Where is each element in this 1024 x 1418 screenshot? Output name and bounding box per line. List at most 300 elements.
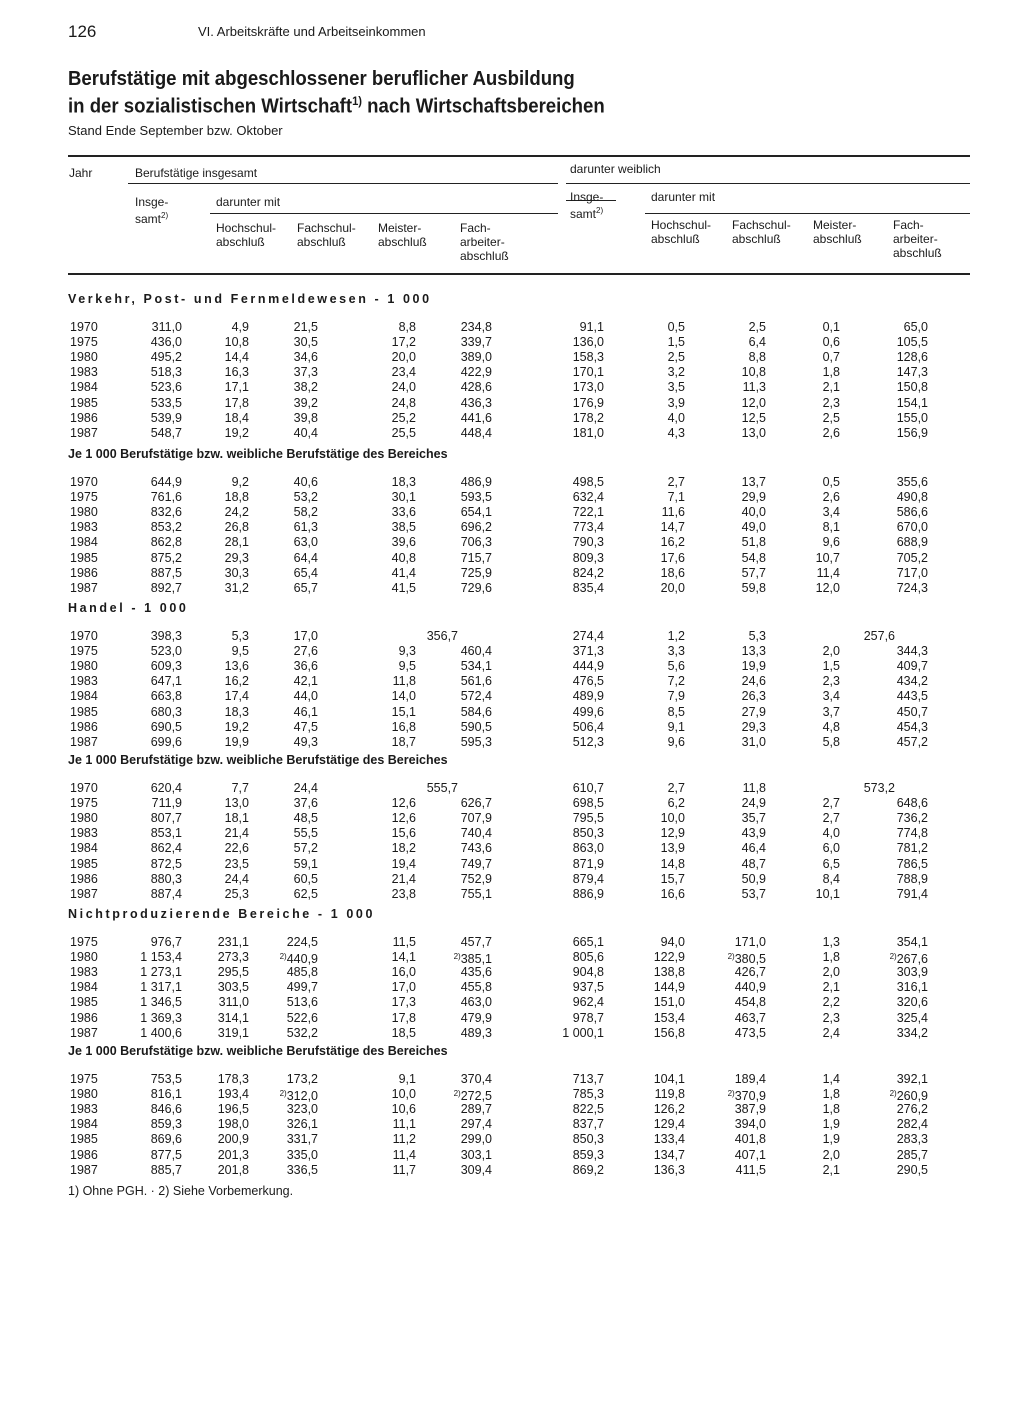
table-row [0, 520, 1024, 534]
header-fach-total: Fach- arbeiter- abschluß [460, 221, 509, 263]
cell-female-hochschul: 156,8 [653, 1025, 685, 1040]
cell-female-insgesamt: 665,1 [572, 935, 604, 949]
cell-total-meister: 38,5 [391, 520, 416, 535]
header-fachschul-female: Fachschul- abschluß [732, 218, 791, 246]
cell-female-hochschul: 7,2 [667, 674, 685, 689]
cell-total-hochschul: 18,8 [224, 490, 249, 505]
cell-total-facharbeiter: 389,0 [460, 350, 492, 365]
cell-female-hochschul: 7,9 [667, 689, 685, 704]
cell-female-meister: 1,8 [822, 1087, 840, 1102]
cell-total-facharbeiter: 457,7 [460, 935, 492, 949]
cell-female-meister: 9,6 [822, 535, 840, 550]
cell-total-fachschul: 53,2 [293, 490, 318, 505]
cell-total-hochschul: 196,5 [217, 1102, 249, 1117]
table-row [0, 826, 1024, 840]
cell-female-meister: 2,3 [822, 1010, 840, 1025]
cell-total-facharbeiter: 725,9 [460, 565, 492, 580]
cell-female-meister: 2,0 [822, 644, 840, 659]
cell-female-meister: 1,4 [822, 1072, 840, 1086]
table-row [0, 581, 1024, 595]
cell-female-hochschul: 129,4 [653, 1117, 685, 1132]
cell-total-insgesamt: 311,0 [151, 320, 182, 334]
cell-female-hochschul: 144,9 [653, 980, 685, 995]
header-fach-female: Fach- arbeiter- abschluß [893, 218, 942, 260]
table-row [0, 1163, 1024, 1177]
cell-total-fachschul: 37,6 [293, 796, 318, 811]
cell-year: 1980 [70, 1087, 98, 1102]
cell-year: 1975 [70, 644, 98, 659]
table-row [0, 841, 1024, 855]
cell-total-insgesamt: 523,0 [150, 644, 182, 659]
table-row [0, 674, 1024, 688]
cell-female-facharbeiter: 257,6 [863, 629, 895, 643]
cell-total-meister: 11,4 [392, 1147, 416, 1162]
table-row [0, 857, 1024, 871]
cell-total-insgesamt: 644,9 [150, 475, 182, 489]
header-hochschul-total: Hochschul- abschluß [216, 221, 277, 249]
cell-female-hochschul: 20,0 [660, 580, 685, 595]
cell-total-fachschul: 57,2 [293, 841, 318, 856]
cell-female-hochschul: 3,5 [667, 380, 685, 395]
cell-total-fachschul: 27,6 [293, 644, 318, 659]
cell-total-fachschul: 323,0 [286, 1102, 318, 1117]
cell-female-facharbeiter: 354,1 [896, 935, 928, 949]
cell-total-meister: 11,2 [392, 1132, 416, 1147]
cell-female-fachschul: 50,9 [741, 871, 766, 886]
cell-female-fachschul: 51,8 [741, 535, 766, 550]
cell-total-hochschul: 23,5 [224, 856, 249, 871]
cell-female-hochschul: 2,5 [667, 350, 685, 365]
cell-female-facharbeiter: 150,8 [896, 380, 928, 395]
cell-total-meister: 39,6 [391, 535, 416, 550]
subgroup-rule-female [645, 213, 970, 214]
table-row [0, 365, 1024, 379]
cell-total-facharbeiter: 729,6 [460, 580, 492, 595]
cell-female-facharbeiter: 276,2 [896, 1102, 928, 1117]
cell-total-facharbeiter: 479,9 [460, 1010, 492, 1025]
cell-total-hochschul: 16,2 [224, 674, 249, 689]
cell-female-meister: 0,7 [822, 350, 840, 365]
cell-total-facharbeiter: 356,7 [426, 629, 458, 643]
table-row [0, 320, 1024, 334]
cell-female-meister: 2,6 [822, 490, 840, 505]
cell-total-facharbeiter: 706,3 [460, 535, 492, 550]
cell-female-insgesamt: 713,7 [572, 1072, 604, 1086]
cell-total-facharbeiter: 752,9 [460, 871, 492, 886]
table-row [0, 629, 1024, 643]
subgroup-rule-total [210, 213, 558, 214]
cell-female-facharbeiter: 156,9 [896, 425, 928, 440]
cell-female-meister: 3,7 [822, 704, 840, 719]
cell-female-insgesamt: 499,6 [572, 704, 604, 719]
cell-total-meister: 25,2 [391, 410, 416, 425]
table-row [0, 644, 1024, 658]
table-row [0, 1117, 1024, 1131]
cell-year: 1980 [70, 811, 98, 826]
cell-total-hochschul: 13,6 [224, 659, 249, 674]
table-row [0, 1087, 1024, 1104]
cell-total-meister: 10,6 [391, 1102, 416, 1117]
cell-female-facharbeiter: 788,9 [896, 871, 928, 886]
cell-female-hochschul: 3,2 [667, 365, 685, 380]
cell-female-hochschul: 151,0 [653, 995, 685, 1010]
cell-female-hochschul: 5,6 [667, 659, 685, 674]
cell-female-meister: 4,8 [822, 719, 840, 734]
cell-total-insgesamt: 872,5 [150, 856, 182, 871]
cell-female-meister: 2,0 [822, 1147, 840, 1162]
cell-female-facharbeiter: 490,8 [896, 490, 928, 505]
cell-female-fachschul: 401,8 [734, 1132, 766, 1147]
cell-total-hochschul: 24,2 [224, 505, 249, 520]
cell-female-fachschul: 11,8 [742, 781, 766, 795]
cell-total-fachschul: 65,7 [293, 580, 318, 595]
cell-female-insgesamt: 698,5 [572, 796, 604, 811]
cell-total-hochschul: 26,8 [224, 520, 249, 535]
cell-total-facharbeiter: 593,5 [460, 490, 492, 505]
table-row [0, 950, 1024, 967]
cell-female-hochschul: 153,4 [653, 1010, 685, 1025]
cell-female-facharbeiter: 155,0 [896, 410, 928, 425]
cell-female-insgesamt: 859,3 [572, 1147, 604, 1162]
cell-total-fachschul: 46,1 [293, 704, 318, 719]
cell-total-meister: 23,8 [391, 886, 416, 901]
cell-female-fachschul: 171,0 [734, 935, 766, 949]
cell-female-meister: 0,5 [822, 475, 840, 489]
cell-female-fachschul: 13,3 [741, 644, 766, 659]
cell-total-insgesamt: 976,7 [150, 935, 182, 949]
cell-total-insgesamt: 680,3 [150, 704, 182, 719]
cell-female-meister: 5,8 [822, 734, 840, 749]
header-bottom-rule [68, 273, 970, 275]
cell-female-facharbeiter: 705,2 [896, 550, 928, 565]
cell-year: 1987 [70, 425, 98, 440]
cell-total-facharbeiter: 555,7 [426, 781, 458, 795]
cell-total-insgesamt: 1 153,4 [140, 950, 182, 965]
cell-female-insgesamt: 274,4 [572, 629, 604, 643]
cell-total-fachschul: 42,1 [293, 674, 318, 689]
cell-total-fachschul: 485,8 [286, 965, 318, 980]
cell-total-meister: 17,3 [391, 995, 416, 1010]
cell-total-hochschul: 4,9 [231, 320, 249, 334]
cell-female-fachschul: 394,0 [734, 1117, 766, 1132]
cell-female-fachschul: 54,8 [741, 550, 766, 565]
cell-female-insgesamt: 904,8 [572, 965, 604, 980]
header-meister-female: Meister- abschluß [813, 218, 862, 246]
cell-year: 1983 [70, 1102, 98, 1117]
cell-total-meister: 41,5 [391, 580, 416, 595]
cell-total-meister: 33,6 [391, 505, 416, 520]
cell-total-facharbeiter: 715,7 [460, 550, 492, 565]
cell-female-insgesamt: 610,7 [572, 781, 604, 795]
cell-year: 1984 [70, 380, 98, 395]
cell-total-hochschul: 178,3 [217, 1072, 249, 1086]
cell-total-hochschul: 9,5 [231, 644, 249, 659]
cell-female-facharbeiter: 736,2 [896, 811, 928, 826]
cell-female-hochschul: 136,3 [653, 1162, 685, 1177]
cell-total-meister: 15,1 [391, 704, 416, 719]
cell-female-insgesamt: 850,3 [572, 826, 604, 841]
group-rule-total [128, 183, 558, 184]
cell-total-hochschul: 19,2 [224, 425, 249, 440]
cell-female-meister: 8,1 [822, 520, 840, 535]
cell-female-facharbeiter: 344,3 [896, 644, 928, 659]
cell-female-facharbeiter: 724,3 [896, 580, 928, 595]
cell-total-fachschul: 335,0 [286, 1147, 318, 1162]
cell-female-hochschul: 119,8 [654, 1087, 685, 1102]
cell-total-insgesamt: 853,2 [150, 520, 182, 535]
cell-total-insgesamt: 620,4 [150, 781, 182, 795]
header-darunter-mit-total: darunter mit [216, 195, 281, 209]
cell-total-facharbeiter: 370,4 [460, 1072, 492, 1086]
cell-total-facharbeiter: 749,7 [460, 856, 492, 871]
cell-total-fachschul: 40,6 [293, 475, 318, 489]
table-row [0, 350, 1024, 364]
table-row [0, 1072, 1024, 1086]
cell-total-insgesamt: 816,1 [150, 1087, 182, 1102]
cell-total-insgesamt: 853,1 [150, 826, 182, 841]
cell-female-insgesamt: 173,0 [572, 380, 604, 395]
cell-female-hochschul: 15,7 [660, 871, 685, 886]
cell-total-fachschul: 522,6 [286, 1010, 318, 1025]
cell-total-hochschul: 311,0 [218, 995, 249, 1010]
cell-female-hochschul: 18,6 [660, 565, 685, 580]
cell-year: 1980 [70, 505, 98, 520]
cell-female-insgesamt: 371,3 [572, 644, 604, 659]
cell-year: 1986 [70, 1010, 98, 1025]
section-title: Verkehr, Post- und Fernmeldewesen - 1 000 [68, 292, 432, 306]
cell-female-fachschul: 454,8 [734, 995, 766, 1010]
cell-female-fachschul: 48,7 [741, 856, 766, 871]
cell-total-meister: 17,2 [391, 335, 416, 350]
cell-female-meister: 1,8 [822, 365, 840, 380]
cell-female-meister: 2,0 [822, 965, 840, 980]
cell-female-fachschul: 27,9 [741, 704, 766, 719]
table-row [0, 720, 1024, 734]
cell-year: 1980 [70, 659, 98, 674]
cell-female-facharbeiter: 443,5 [896, 689, 928, 704]
cell-female-hochschul: 7,1 [667, 490, 685, 505]
cell-total-fachschul: 326,1 [286, 1117, 318, 1132]
cell-total-meister: 15,6 [391, 826, 416, 841]
cell-female-fachschul: 463,7 [734, 1010, 766, 1025]
cell-total-fachschul: $^{2)}$440,9 [279, 952, 318, 967]
cell-total-fachschul: 49,3 [293, 734, 318, 749]
cell-female-fachschul: 13,0 [741, 425, 766, 440]
cell-female-meister: 3,4 [822, 505, 840, 520]
cell-female-insgesamt: 136,0 [572, 335, 604, 350]
cell-total-fachschul: 38,2 [293, 380, 318, 395]
cell-total-facharbeiter: 297,4 [460, 1117, 492, 1132]
cell-year: 1984 [70, 841, 98, 856]
cell-total-fachschul: 39,2 [293, 395, 318, 410]
cell-total-hochschul: 198,0 [217, 1117, 249, 1132]
cell-female-meister: 2,1 [822, 980, 840, 995]
cell-female-fachschul: 26,3 [741, 689, 766, 704]
cell-total-hochschul: 17,8 [224, 395, 249, 410]
cell-female-facharbeiter: 573,2 [863, 781, 895, 795]
cell-female-fachschul: 53,7 [741, 886, 766, 901]
cell-female-hochschul: 17,6 [660, 550, 685, 565]
cell-total-meister: 11,7 [392, 1162, 416, 1177]
cell-total-insgesamt: 1 273,1 [140, 965, 182, 980]
cell-female-insgesamt: 978,7 [572, 1010, 604, 1025]
cell-total-facharbeiter: 460,4 [460, 644, 492, 659]
cell-year: 1983 [70, 826, 98, 841]
cell-total-hochschul: 17,4 [224, 689, 249, 704]
cell-total-hochschul: 273,3 [217, 950, 249, 965]
cell-female-facharbeiter: 409,7 [896, 659, 928, 674]
cell-total-facharbeiter: 441,6 [460, 410, 492, 425]
group-rule-female [566, 183, 970, 184]
cell-female-hochschul: 9,1 [667, 719, 685, 734]
table-row [0, 796, 1024, 810]
cell-year: 1986 [70, 1147, 98, 1162]
cell-total-facharbeiter: 339,7 [460, 335, 492, 350]
cell-female-hochschul: 4,0 [667, 410, 685, 425]
cell-total-facharbeiter: 234,8 [460, 320, 492, 334]
cell-total-insgesamt: 647,1 [150, 674, 182, 689]
cell-female-hochschul: 94,0 [660, 935, 685, 949]
cell-total-insgesamt: 846,6 [150, 1102, 182, 1117]
header-insgesamt-total: Insge- samt$^{2)}$ [135, 195, 169, 226]
cell-total-insgesamt: 609,3 [150, 659, 182, 674]
cell-total-meister: 19,4 [391, 856, 416, 871]
cell-female-hochschul: 104,1 [653, 1072, 685, 1086]
cell-year: 1987 [70, 886, 98, 901]
cell-female-insgesamt: 835,4 [572, 580, 604, 595]
cell-total-facharbeiter: 743,6 [460, 841, 492, 856]
cell-female-insgesamt: 506,4 [572, 719, 604, 734]
subtitle: Stand Ende September bzw. Oktober [68, 123, 283, 138]
cell-female-insgesamt: 824,2 [572, 565, 604, 580]
cell-female-facharbeiter: 774,8 [896, 826, 928, 841]
cell-year: 1987 [70, 580, 98, 595]
cell-total-fachschul: 532,2 [286, 1025, 318, 1040]
cell-total-facharbeiter: 309,4 [460, 1162, 492, 1177]
cell-total-meister: 17,0 [391, 980, 416, 995]
cell-total-fachschul: 30,5 [293, 335, 318, 350]
cell-female-insgesamt: 476,5 [572, 674, 604, 689]
cell-female-hochschul: 11,6 [661, 505, 685, 520]
cell-total-meister: 12,6 [391, 811, 416, 826]
cell-female-facharbeiter: 717,0 [896, 565, 928, 580]
cell-female-insgesamt: 158,3 [572, 350, 604, 365]
cell-female-facharbeiter: 670,0 [896, 520, 928, 535]
cell-total-insgesamt: 859,3 [150, 1117, 182, 1132]
cell-total-hochschul: 29,3 [224, 550, 249, 565]
cell-total-fachschul: 224,5 [286, 935, 318, 949]
cell-total-hochschul: 17,1 [224, 380, 249, 395]
table-row [0, 735, 1024, 749]
cell-female-fachschul: 59,8 [741, 580, 766, 595]
cell-female-fachschul: 12,5 [741, 410, 766, 425]
cell-total-hochschul: 18,3 [224, 704, 249, 719]
cell-female-insgesamt: 937,5 [572, 980, 604, 995]
cell-total-fachschul: 62,5 [293, 886, 318, 901]
cell-total-meister: 16,8 [391, 719, 416, 734]
cell-total-fachschul: 44,0 [293, 689, 318, 704]
cell-female-fachschul: 24,9 [741, 796, 766, 811]
cell-total-fachschul: 55,5 [293, 826, 318, 841]
cell-total-meister: 9,1 [398, 1072, 416, 1086]
cell-female-hochschul: 1,2 [667, 629, 685, 643]
cell-total-hochschul: 5,3 [231, 629, 249, 643]
cell-total-meister: 8,8 [398, 320, 416, 334]
cell-female-insgesamt: 489,9 [572, 689, 604, 704]
cell-total-hochschul: 21,4 [224, 826, 249, 841]
table-row [0, 1102, 1024, 1116]
cell-total-meister: 24,8 [391, 395, 416, 410]
section-title: Je 1 000 Berufstätige bzw. weibliche Berufstätige des Bereiches [68, 447, 448, 461]
cell-female-facharbeiter: 316,1 [896, 980, 928, 995]
cell-total-insgesamt: 832,6 [150, 505, 182, 520]
cell-total-facharbeiter: 584,6 [460, 704, 492, 719]
cell-total-fachschul: 37,3 [293, 365, 318, 380]
cell-female-hochschul: 122,9 [653, 950, 685, 965]
cell-female-insgesamt: 1 000,1 [562, 1025, 604, 1040]
cell-total-meister: 30,1 [391, 490, 416, 505]
cell-female-hochschul: 126,2 [653, 1102, 685, 1117]
cell-female-fachschul: $^{2)}$380,5 [727, 952, 766, 967]
cell-total-hochschul: 18,4 [224, 410, 249, 425]
cell-year: 1975 [70, 796, 98, 811]
cell-total-hochschul: 201,3 [217, 1147, 249, 1162]
cell-total-hochschul: 7,7 [231, 781, 249, 795]
cell-female-meister: 1,5 [822, 659, 840, 674]
cell-female-fachschul: 8,8 [748, 350, 766, 365]
cell-female-hochschul: 2,7 [667, 781, 685, 795]
cell-year: 1987 [70, 1025, 98, 1040]
cell-year: 1975 [70, 490, 98, 505]
cell-total-fachschul: 58,2 [293, 505, 318, 520]
cell-female-facharbeiter: 285,7 [896, 1147, 928, 1162]
cell-total-meister: 18,7 [391, 734, 416, 749]
table-row [0, 411, 1024, 425]
cell-total-insgesamt: 887,5 [150, 565, 182, 580]
cell-female-meister: 6,0 [822, 841, 840, 856]
cell-female-fachschul: 5,3 [748, 629, 766, 643]
cell-total-meister: 21,4 [391, 871, 416, 886]
page-title [68, 68, 605, 118]
cell-female-fachschul: 46,4 [741, 841, 766, 856]
cell-female-meister: 2,1 [822, 1162, 840, 1177]
cell-total-hochschul: 295,5 [217, 965, 249, 980]
cell-total-insgesamt: 495,2 [150, 350, 182, 365]
cell-female-insgesamt: 790,3 [572, 535, 604, 550]
cell-female-insgesamt: 863,0 [572, 841, 604, 856]
cell-female-insgesamt: 632,4 [572, 490, 604, 505]
cell-year: 1975 [70, 935, 98, 949]
cell-total-fachschul: 513,6 [286, 995, 318, 1010]
cell-female-fachschul: 29,9 [741, 490, 766, 505]
cell-total-fachschul: 336,5 [286, 1162, 318, 1177]
cell-total-insgesamt: 887,4 [150, 886, 182, 901]
running-head: VI. Arbeitskräfte und Arbeitseinkommen [198, 24, 426, 39]
table-row [0, 426, 1024, 440]
cell-total-insgesamt: 862,8 [150, 535, 182, 550]
cell-total-hochschul: 31,2 [224, 580, 249, 595]
cell-female-insgesamt: 773,4 [572, 520, 604, 535]
cell-year: 1975 [70, 335, 98, 350]
cell-female-hochschul: 12,9 [660, 826, 685, 841]
cell-female-facharbeiter: 648,6 [896, 796, 928, 811]
cell-total-insgesamt: 523,6 [150, 380, 182, 395]
cell-female-hochschul: 13,9 [660, 841, 685, 856]
cell-total-meister: 14,1 [391, 950, 416, 965]
table-row [0, 505, 1024, 519]
cell-total-fachschul: 64,4 [293, 550, 318, 565]
cell-female-insgesamt: 498,5 [572, 475, 604, 489]
